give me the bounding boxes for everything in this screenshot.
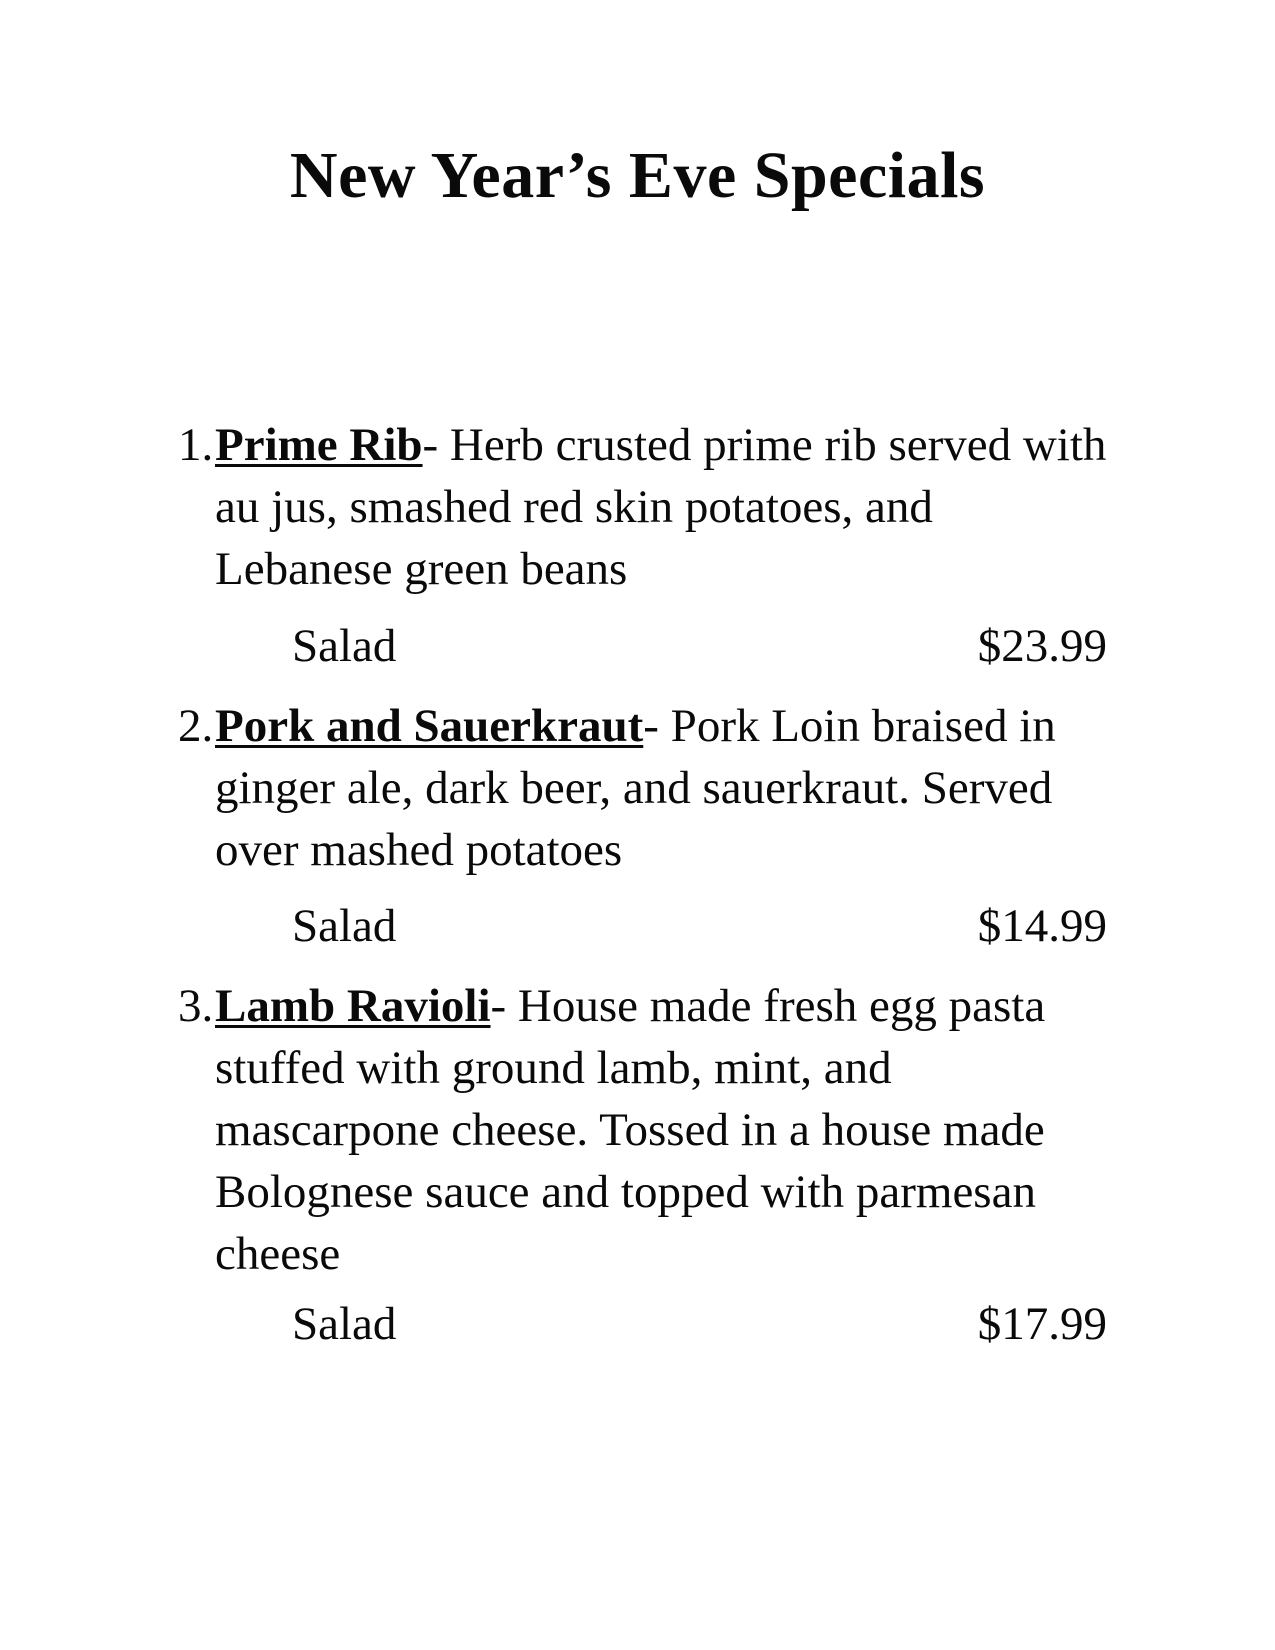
menu-item: [178, 975, 1118, 1285]
item-number: 1.: [178, 419, 214, 471]
item-number: 3.: [178, 980, 214, 1032]
menu-item: [178, 695, 1118, 881]
item-price: $17.99: [977, 1298, 1107, 1350]
item-description: - Herb crusted prime rib served with au jus, smashed red skin potatoes, and Lebanese green beans: [215, 419, 1107, 595]
item-side: Salad: [292, 1298, 397, 1350]
item-name: Prime Rib: [215, 419, 423, 471]
item-price: $23.99: [977, 620, 1107, 672]
menu-item: [178, 414, 1118, 600]
item-text: [215, 414, 1118, 600]
item-description: - Pork Loin braised in ginger ale, dark beer, and sauerkraut. Served over mashed potatoes: [215, 700, 1056, 876]
item-price: $14.99: [977, 900, 1107, 952]
item-description: - House made fresh egg pasta stuffed with ground lamb, mint, and mascarpone cheese. Tossed in a house made Bolognese sauce and topped with parmesan cheese: [215, 980, 1046, 1280]
item-side: Salad: [292, 900, 397, 952]
item-number: 2.: [178, 700, 214, 752]
item-name: Pork and Sauerkraut: [215, 700, 644, 752]
item-text: [215, 695, 1118, 881]
page-title: New Year’s Eve Specials: [289, 139, 986, 212]
item-text: [215, 975, 1118, 1285]
item-name: Lamb Ravioli: [215, 980, 491, 1032]
item-side: Salad: [292, 620, 397, 672]
